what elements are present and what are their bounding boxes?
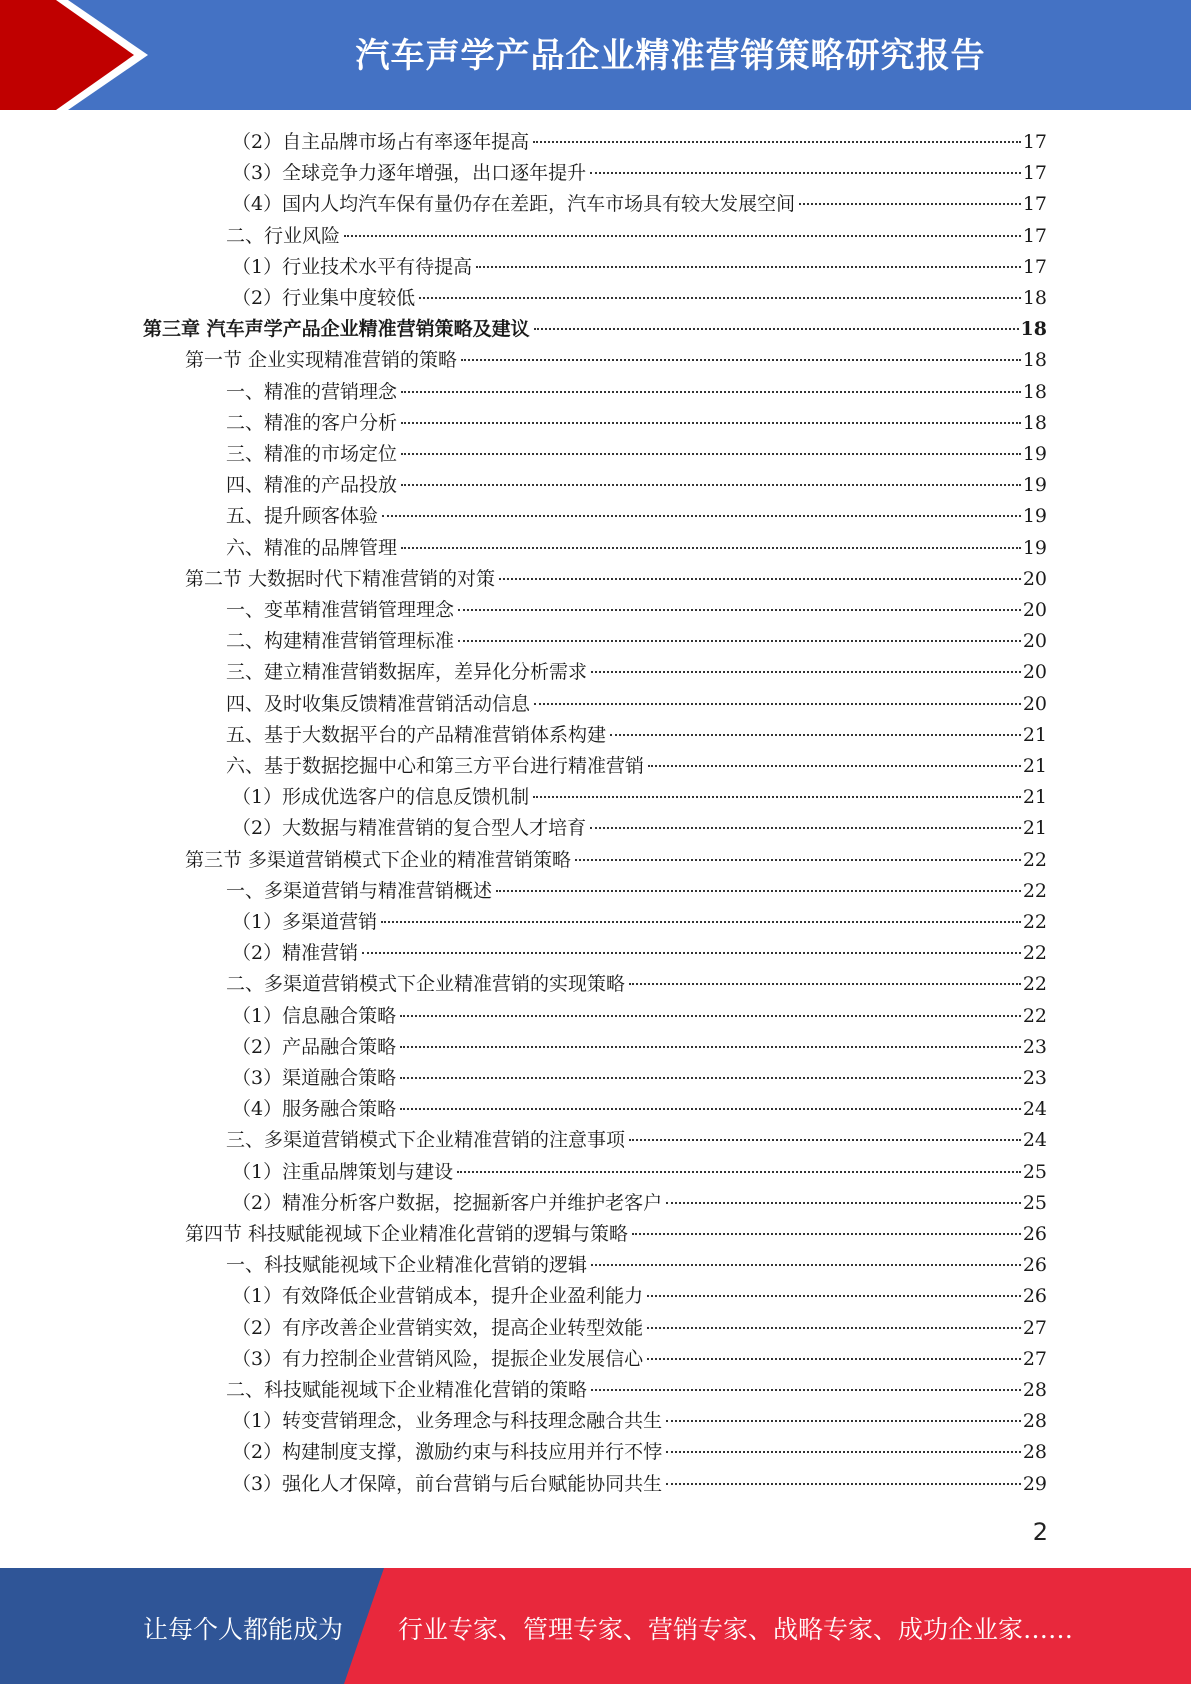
toc-entry-page: 19 (1022, 474, 1047, 497)
toc-entry[interactable] (232, 127, 1047, 158)
toc-entry[interactable] (232, 813, 1047, 844)
toc-dot-leader (476, 266, 1021, 268)
toc-dot-leader (647, 1358, 1021, 1360)
toc-entry[interactable] (232, 1157, 1047, 1188)
toc-dot-leader (419, 297, 1021, 299)
toc-entry-title: （1）有效降低企业营销成本，提升企业盈利能力 (232, 1285, 644, 1308)
toc-entry[interactable] (226, 1375, 1047, 1406)
toc-entry[interactable] (185, 845, 1047, 876)
toc-dot-leader (632, 1233, 1021, 1235)
toc-entry-page: 20 (1022, 630, 1047, 653)
toc-entry-title: 五、提升顾客体验 (226, 505, 379, 528)
toc-entry[interactable] (226, 595, 1047, 626)
toc-entry-page: 28 (1022, 1441, 1047, 1464)
toc-entry-page: 20 (1022, 599, 1047, 621)
toc-entry[interactable] (232, 1032, 1047, 1063)
toc-entry[interactable] (232, 1469, 1047, 1500)
toc-entry[interactable] (226, 1125, 1047, 1156)
toc-entry-page: 20 (1022, 692, 1047, 715)
toc-entry-title: （2）行业集中度较低 (232, 287, 416, 309)
toc-entry[interactable] (226, 533, 1047, 564)
toc-dot-leader (666, 1202, 1021, 1204)
toc-entry-title: （2）构建制度支撑，激励约束与科技应用并行不悖 (232, 1441, 663, 1464)
toc-entry-title: 二、行业风险 (226, 224, 341, 247)
toc-dot-leader (648, 765, 1021, 767)
toc-entry-title: （2）有序改善企业营销实效，提高企业转型效能 (232, 1316, 644, 1339)
toc-entry-title: （1）形成优选客户的信息反馈机制 (232, 786, 530, 809)
toc-entry-page: 19 (1022, 505, 1047, 528)
toc-entry[interactable] (226, 501, 1047, 532)
toc-entry-page: 21 (1022, 817, 1047, 840)
toc-dot-leader (647, 1295, 1021, 1297)
toc-entry[interactable] (232, 1094, 1047, 1125)
toc-dot-leader (344, 235, 1021, 237)
toc-entry[interactable] (185, 345, 1047, 376)
toc-dot-leader (401, 422, 1021, 424)
toc-dot-leader (401, 453, 1021, 455)
toc-entry[interactable] (232, 1188, 1047, 1219)
toc-dot-leader (666, 1483, 1021, 1485)
toc-entry-title: 三、建立精准营销数据库，差异化分析需求 (226, 661, 588, 684)
toc-entry-page: 26 (1022, 1223, 1047, 1245)
toc-entry-title: （3）有力控制企业营销风险，提振企业发展信心 (232, 1347, 644, 1370)
toc-entry-title: 一、变革精准营销管理理念 (226, 599, 455, 621)
toc-entry-title: 第一节 企业实现精准营销的策略 (185, 349, 458, 372)
toc-dot-leader (533, 796, 1021, 798)
toc-entry-page: 19 (1022, 443, 1047, 465)
toc-dot-leader (534, 703, 1021, 705)
toc-dot-leader (382, 515, 1021, 517)
toc-entry[interactable] (232, 158, 1047, 189)
toc-entry-title: 四、及时收集反馈精准营销活动信息 (226, 692, 531, 715)
toc-entry-title: 六、基于数据挖掘中心和第三方平台进行精准营销 (226, 755, 645, 777)
toc-entry-page: 22 (1022, 942, 1047, 965)
toc-entry-title: 一、精准的营销理念 (226, 380, 398, 403)
toc-entry-page: 22 (1022, 848, 1047, 871)
toc-entry-title: （3）全球竞争力逐年增强，出口逐年提升 (232, 162, 587, 185)
toc-entry-title: 第二节 大数据时代下精准营销的对策 (185, 567, 496, 590)
toc-entry[interactable] (232, 189, 1047, 220)
toc-entry[interactable] (232, 1406, 1047, 1437)
toc-entry[interactable] (232, 907, 1047, 938)
toc-dot-leader (400, 1046, 1021, 1048)
toc-dot-leader (534, 328, 1019, 330)
toc-entry[interactable] (226, 439, 1047, 470)
toc-dot-leader (496, 890, 1021, 892)
toc-entry-page: 26 (1022, 1254, 1047, 1277)
toc-dot-leader (400, 1077, 1021, 1079)
toc-entry-page: 26 (1022, 1285, 1047, 1308)
toc-dot-leader (533, 141, 1021, 143)
toc-entry-page: 22 (1022, 973, 1047, 996)
toc-dot-leader (362, 952, 1021, 954)
toc-entry-title: 五、基于大数据平台的产品精准营销体系构建 (226, 723, 607, 746)
toc-entry-title: 二、精准的客户分析 (226, 411, 398, 434)
toc-entry-page: 18 (1022, 349, 1047, 372)
toc-entry-title: （3）强化人才保障，前台营销与后台赋能协同共生 (232, 1472, 663, 1495)
toc-entry[interactable] (226, 221, 1047, 252)
toc-entry[interactable] (232, 283, 1047, 314)
toc-entry[interactable] (226, 377, 1047, 408)
toc-entry-title: （2）精准分析客户数据，挖掘新客户并维护老客户 (232, 1191, 663, 1214)
toc-dot-leader (458, 609, 1021, 611)
toc-dot-leader (457, 1171, 1021, 1173)
toc-dot-leader (591, 1264, 1021, 1266)
toc-dot-leader (400, 1015, 1021, 1017)
toc-dot-leader (647, 1327, 1021, 1329)
toc-entry-title: （2）大数据与精准营销的复合型人才培育 (232, 817, 587, 840)
toc-entry-page: 18 (1020, 318, 1047, 341)
toc-dot-leader (666, 1420, 1021, 1422)
toc-entry[interactable] (226, 876, 1047, 907)
toc-dot-leader (591, 1389, 1021, 1391)
toc-entry-page: 23 (1022, 1035, 1047, 1058)
toc-entry[interactable] (226, 1250, 1047, 1281)
toc-dot-leader (400, 1108, 1021, 1110)
toc-entry-title: （2）产品融合策略 (232, 1035, 397, 1058)
toc-entry-page: 18 (1022, 287, 1047, 309)
toc-dot-leader (381, 921, 1021, 923)
toc-entry-page: 18 (1022, 380, 1047, 403)
toc-entry-title: 二、科技赋能视域下企业精准化营销的策略 (226, 1379, 588, 1401)
toc-entry-title: （3）渠道融合策略 (232, 1067, 397, 1089)
toc-entry[interactable] (226, 689, 1047, 720)
toc-entry-title: 第三章 汽车声学产品企业精准营销策略及建议 (143, 318, 530, 341)
toc-entry[interactable] (226, 626, 1047, 657)
toc-entry[interactable] (232, 1281, 1047, 1312)
toc-entry-page: 25 (1022, 1160, 1047, 1183)
toc-entry-title: 一、多渠道营销与精准营销概述 (226, 879, 493, 902)
toc-dot-leader (629, 983, 1021, 985)
page-number: 2 (1032, 1518, 1048, 1546)
toc-entry-page: 17 (1022, 224, 1047, 247)
toc-entry-page: 29 (1022, 1472, 1047, 1495)
toc-entry-page: 19 (1022, 536, 1047, 559)
toc-dot-leader (591, 671, 1021, 673)
toc-dot-leader (799, 203, 1021, 205)
toc-entry[interactable] (226, 408, 1047, 439)
toc-entry[interactable] (226, 969, 1047, 1000)
toc-entry[interactable] (232, 252, 1047, 283)
toc-entry-page: 23 (1022, 1067, 1047, 1089)
toc-entry-page: 21 (1022, 755, 1047, 777)
toc-dot-leader (666, 1451, 1021, 1453)
toc-entry-page: 25 (1022, 1191, 1047, 1214)
toc-entry-title: 三、多渠道营销模式下企业精准营销的注意事项 (226, 1129, 626, 1152)
toc-entry[interactable] (232, 1437, 1047, 1468)
toc-entry-title: （2）自主品牌市场占有率逐年提高 (232, 131, 530, 153)
page-header (0, 0, 1191, 110)
toc-dot-leader (590, 172, 1021, 174)
toc-dot-leader (401, 484, 1021, 486)
toc-entry[interactable] (232, 1313, 1047, 1344)
toc-dot-leader (575, 859, 1021, 861)
toc-entry[interactable] (185, 564, 1047, 595)
toc-dot-leader (590, 827, 1021, 829)
toc-dot-leader (499, 578, 1021, 580)
toc-entry[interactable] (226, 751, 1047, 782)
toc-entry-page: 24 (1022, 1129, 1047, 1152)
toc-entry[interactable] (232, 1344, 1047, 1375)
toc-entry-title: （2）精准营销 (232, 942, 359, 965)
toc-entry-title: （1）注重品牌策划与建设 (232, 1160, 454, 1183)
footer-slogan-left: 让每个人都能成为 (143, 1615, 344, 1644)
toc-entry-page: 22 (1022, 911, 1047, 933)
toc-entry[interactable] (232, 782, 1047, 813)
toc-entry-title: （1）转变营销理念，业务理念与科技理念融合共生 (232, 1410, 663, 1433)
toc-entry-title: 三、精准的市场定位 (226, 443, 398, 465)
toc-dot-leader (401, 391, 1021, 393)
toc-entry-title: 二、构建精准营销管理标准 (226, 630, 455, 653)
toc-entry-page: 28 (1022, 1410, 1047, 1433)
toc-entry-title: （4）国内人均汽车保有量仍存在差距，汽车市场具有较大发展空间 (232, 193, 796, 216)
toc-entry-page: 20 (1022, 567, 1047, 590)
toc-entry-page: 18 (1022, 411, 1047, 434)
toc-entry[interactable] (232, 1063, 1047, 1094)
toc-chapter-entry[interactable] (143, 314, 1047, 345)
toc-entry-title: （1）行业技术水平有待提高 (232, 255, 473, 278)
toc-entry-title: 四、精准的产品投放 (226, 474, 398, 497)
toc-entry-page: 28 (1022, 1379, 1047, 1401)
toc-entry-page: 17 (1022, 255, 1047, 278)
toc-dot-leader (629, 1139, 1021, 1141)
toc-entry-title: 一、科技赋能视域下企业精准化营销的逻辑 (226, 1254, 588, 1277)
toc-entry-title: （1）多渠道营销 (232, 911, 378, 933)
toc-entry-page: 24 (1022, 1098, 1047, 1121)
toc-entry-page: 17 (1022, 131, 1047, 153)
toc-entry[interactable] (226, 657, 1047, 688)
toc-entry-page: 17 (1022, 162, 1047, 185)
toc-entry-title: （1）信息融合策略 (232, 1004, 397, 1027)
toc-entry-title: 第四节 科技赋能视域下企业精准化营销的逻辑与策略 (185, 1223, 629, 1245)
toc-entry-page: 22 (1022, 879, 1047, 902)
footer-slogan-right: 行业专家、管理专家、营销专家、战略专家、成功企业家…… (398, 1615, 1074, 1644)
toc-entry-page: 20 (1022, 661, 1047, 684)
toc-dot-leader (461, 359, 1021, 361)
toc-entry-page: 21 (1022, 723, 1047, 746)
toc-entry-title: （4）服务融合策略 (232, 1098, 397, 1121)
toc-entry-page: 21 (1022, 786, 1047, 809)
toc-entry[interactable] (232, 1001, 1047, 1032)
toc-entry-page: 27 (1022, 1347, 1047, 1370)
document-title: 汽车声学产品企业精准营销策略研究报告 (355, 36, 986, 76)
toc-entry-page: 17 (1022, 193, 1047, 216)
toc-entry[interactable] (226, 720, 1047, 751)
toc-entry[interactable] (232, 938, 1047, 969)
toc-entry-title: 第三节 多渠道营销模式下企业的精准营销策略 (185, 848, 572, 871)
toc-dot-leader (401, 547, 1021, 549)
page-footer (0, 1568, 1191, 1684)
toc-entry-page: 27 (1022, 1316, 1047, 1339)
toc-entry[interactable] (226, 470, 1047, 501)
toc-entry[interactable] (185, 1219, 1047, 1250)
toc-dot-leader (610, 734, 1021, 736)
toc-entry-title: 六、精准的品牌管理 (226, 536, 398, 559)
toc-entry-title: 二、多渠道营销模式下企业精准营销的实现策略 (226, 973, 626, 996)
toc-dot-leader (458, 640, 1021, 642)
toc-entry-page: 22 (1022, 1004, 1047, 1027)
